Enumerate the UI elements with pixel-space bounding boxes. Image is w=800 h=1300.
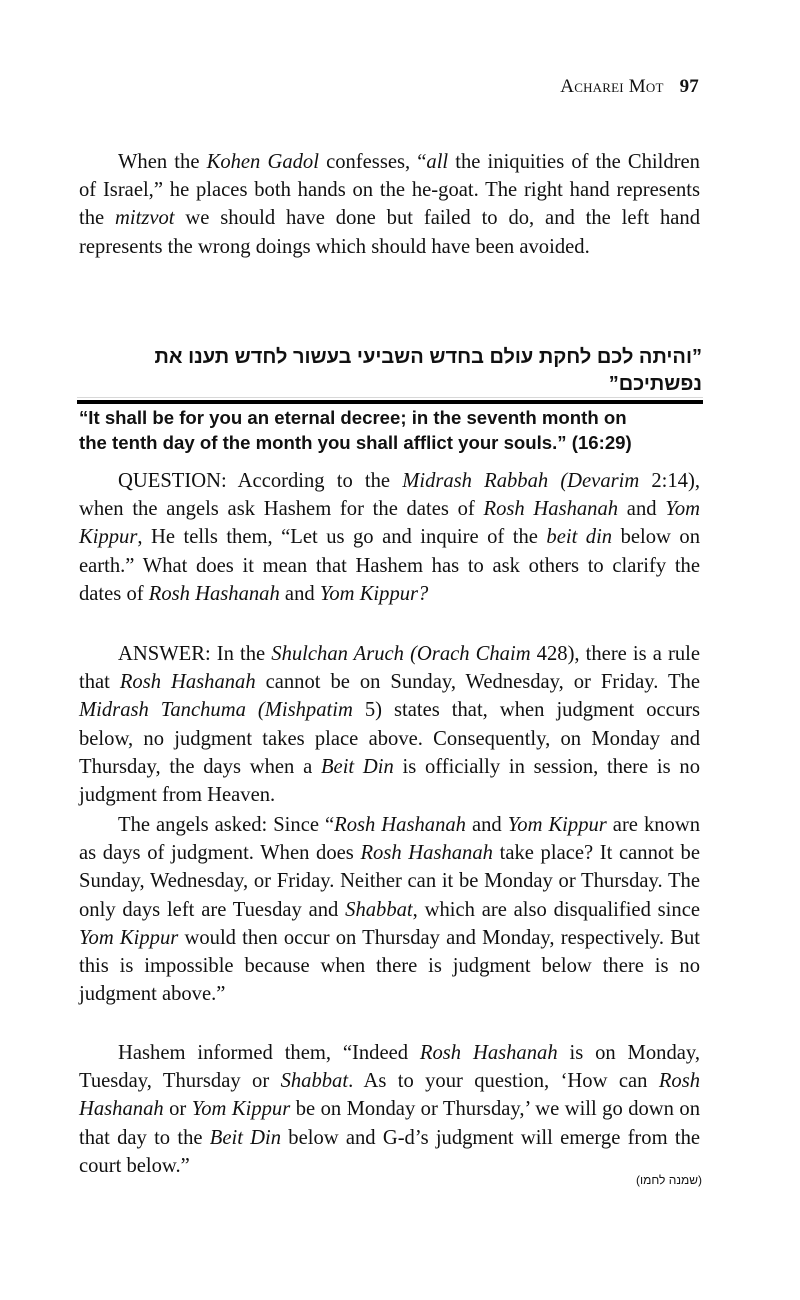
text: cannot be on Sunday, Wednesday, or Friday. The xyxy=(255,671,700,694)
italic-term: Kohen Gadol xyxy=(206,151,319,173)
italic-term: Beit Din xyxy=(320,755,394,778)
text: or xyxy=(163,1098,192,1121)
italic-term: Rosh Hashanah xyxy=(360,842,493,865)
running-head xyxy=(560,76,699,98)
text: . As to your question, ‘How can xyxy=(348,1070,659,1093)
italic-term: Midrash Tanchuma (Mishpatim xyxy=(79,699,353,722)
italic-term: Rosh Hashanah xyxy=(119,671,256,694)
italic-term: Shabbat xyxy=(280,1070,349,1093)
text: ANSWER: In the xyxy=(118,643,272,665)
text: take place? It cannot be Sunday, Wednesday, or Friday. Neither can it be Monday or Thursday. The only days left are Tuesday and xyxy=(79,842,700,921)
italic-term: Rosh Hashanah xyxy=(334,814,466,836)
italic-term: Shulchan Aruch (Orach Chaim xyxy=(271,643,531,665)
italic-term: beit din xyxy=(546,526,613,549)
italic-term: Shabbat xyxy=(345,898,413,921)
italic-term: Yom Kippur? xyxy=(319,582,429,605)
question-paragraph xyxy=(79,467,700,608)
section-rule-thin xyxy=(77,397,703,398)
italic-term: Yom Kippur xyxy=(79,498,700,549)
text: are known as days of judgment. When does xyxy=(79,814,701,865)
italic-term: Yom Kippur xyxy=(191,1098,291,1121)
text: we should have done but failed to do, and the left hand represents the wrong doings which should have been avoided. xyxy=(79,207,700,258)
italic-term: Rosh Hashanah xyxy=(79,1070,700,1121)
verse-english-line-1: “It shall be for you an eternal decree; in the seventh month on xyxy=(79,407,627,428)
text: and xyxy=(618,498,666,521)
hashem-paragraph xyxy=(79,1039,700,1180)
source-citation: (שמנה לחמו) xyxy=(636,1173,702,1187)
italic-term: Yom Kippur xyxy=(507,814,607,836)
text: The angels asked: Since “ xyxy=(118,814,335,836)
italic-term: Beit Din xyxy=(209,1126,282,1149)
intro-paragraph xyxy=(79,148,700,261)
verse-hebrew: ”והיתה לכם לחקת עולם בחדש השביעי בעשור לחדש תענו את נפשתיכם” xyxy=(154,346,702,395)
italic-term: mitzvot xyxy=(115,207,175,230)
text: and xyxy=(465,814,508,836)
text: is officially in session, there is no judgment from Heaven. xyxy=(79,755,700,807)
italic-term: Midrash Rabbah (Devarim xyxy=(402,470,640,492)
text: would then occur on Thursday and Monday, respectively. But this is impossible because when there is judgment below there is no judgment above.” xyxy=(79,926,700,1006)
text: below and G-d’s judgment will emerge from the court below.” xyxy=(79,1126,701,1177)
text: is on Monday, Tuesday, Thursday or xyxy=(79,1042,700,1093)
verse-english xyxy=(79,405,719,455)
text: Hashem informed them, “Indeed xyxy=(118,1042,420,1064)
verse-english-line-2: the tenth day of the month you shall afflict your souls.” (16:29) xyxy=(79,432,632,453)
text: and xyxy=(279,582,320,605)
text: confesses, “ xyxy=(318,151,427,173)
italic-term: Rosh Hashanah xyxy=(419,1042,558,1064)
text: be on Monday or Thursday,’ we will go down on that day to the xyxy=(79,1098,701,1149)
italic-term: all xyxy=(426,151,449,173)
text: 428), there is a rule that xyxy=(79,643,700,694)
italic-term: Rosh Hashanah xyxy=(148,582,280,605)
italic-term: Yom Kippur xyxy=(79,926,179,949)
text: QUESTION: According to the xyxy=(118,470,403,492)
text: , He tells them, “Let us go and inquire of the xyxy=(137,526,547,549)
text: , which are also disqualified since xyxy=(412,898,700,921)
text: 2:14), when the angels ask Hashem for the dates of xyxy=(79,470,700,521)
section-rule xyxy=(77,400,703,404)
text: 5) states that, when judgment occurs below, no judgment takes place above. Consequently, on Monday and Thursday, the days when a xyxy=(79,699,700,778)
italic-term: Rosh Hashanah xyxy=(483,498,619,521)
text: When the xyxy=(118,151,207,173)
text: below on earth.” What does it mean that Hashem has to ask others to clarify the dates of xyxy=(79,526,700,605)
running-head-title: Acharei Mot xyxy=(560,76,664,97)
page-number: 97 xyxy=(679,76,699,97)
angels-paragraph xyxy=(79,811,700,1008)
answer-paragraph xyxy=(79,640,700,809)
text: the iniquities of the Children of Israel,” he places both hands on the he-goat. The right hand represents the xyxy=(79,151,700,230)
